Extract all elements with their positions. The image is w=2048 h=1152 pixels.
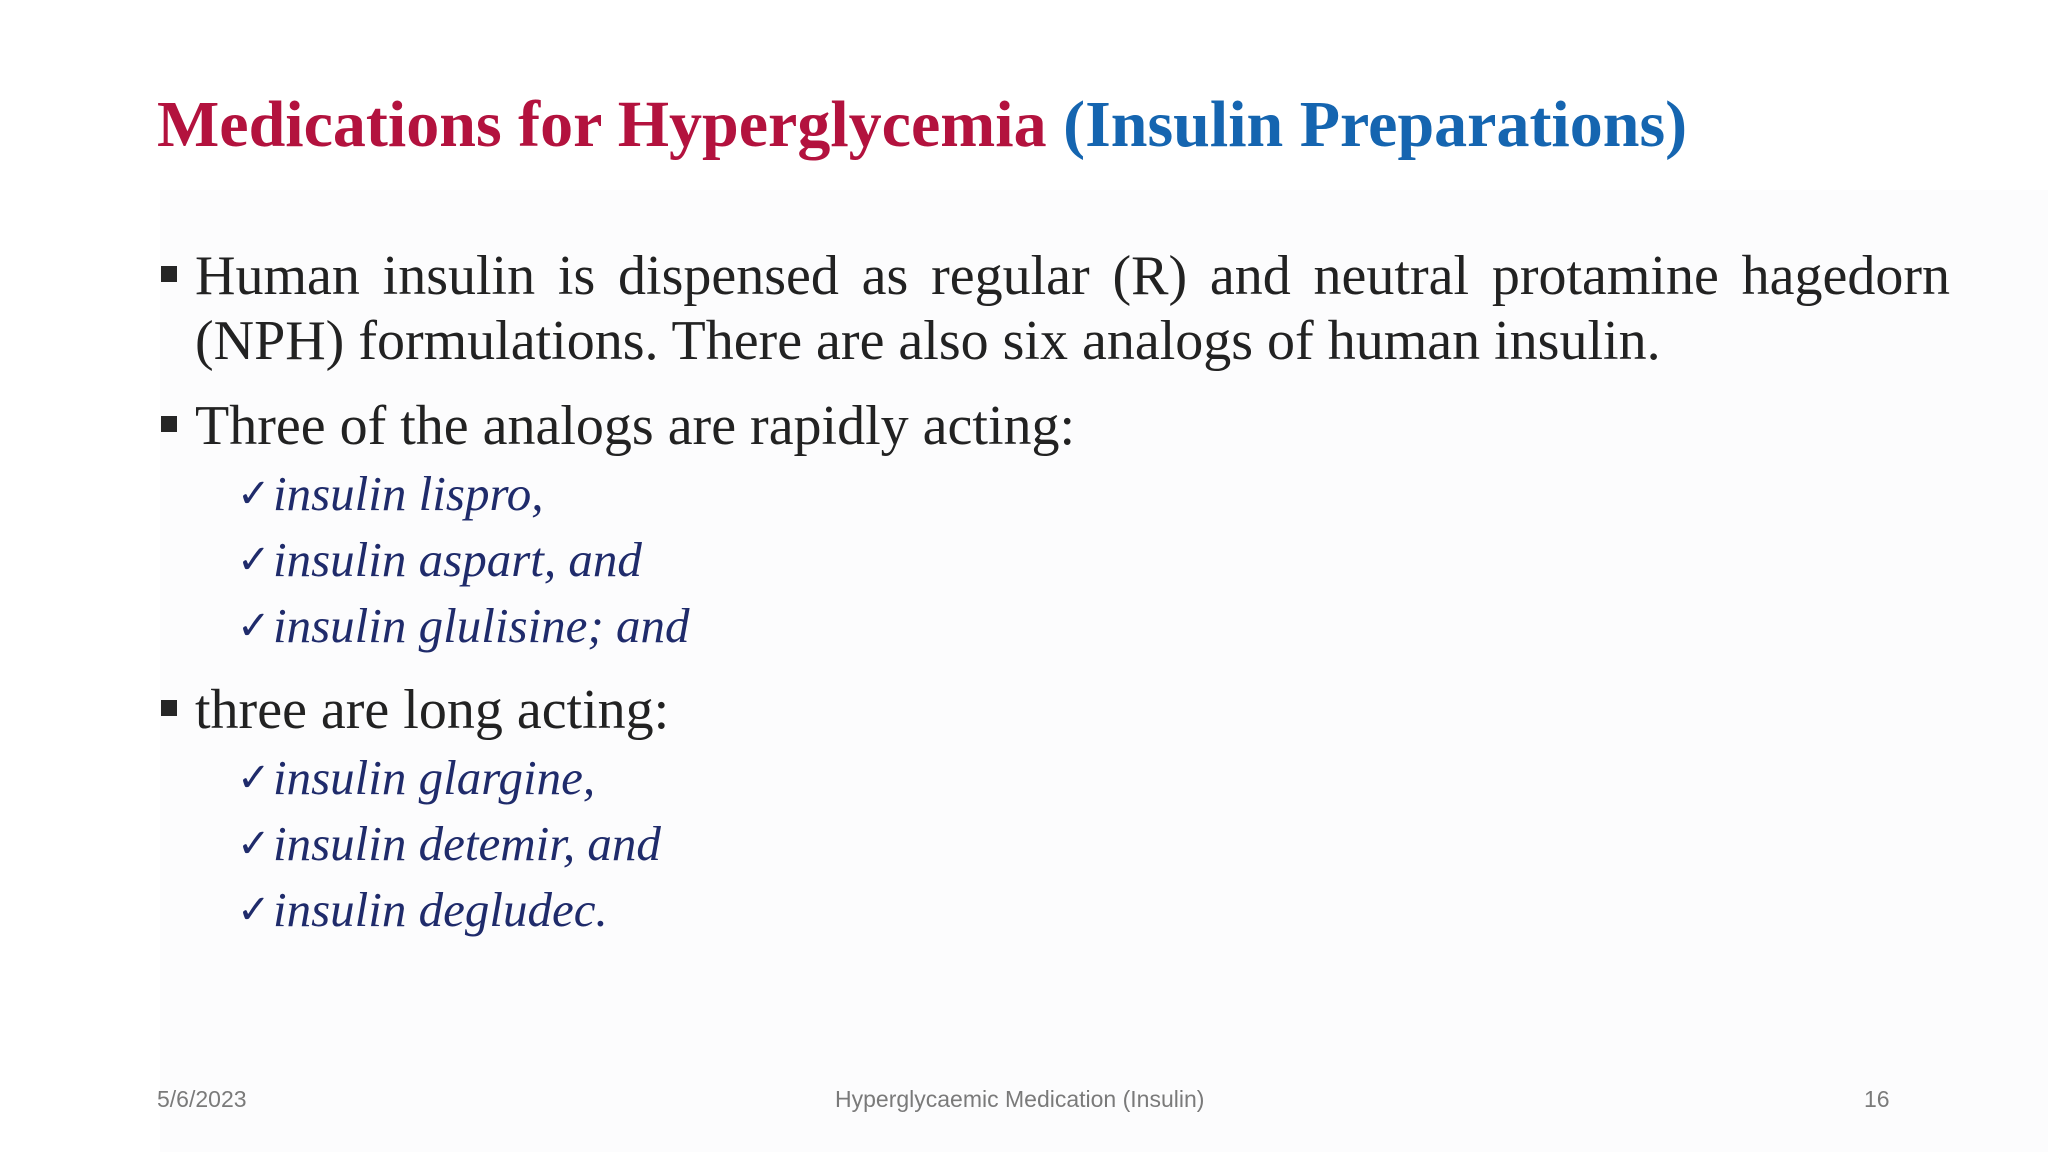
page-number: 16 [1864, 1086, 1890, 1112]
square-bullet-icon [161, 266, 177, 282]
title-subtitle: (Insulin Preparations) [1063, 88, 1688, 161]
list-item-text: insulin lispro, [273, 466, 544, 521]
list-item [237, 811, 1950, 877]
footer-date: 5/6/2023 [157, 1086, 247, 1112]
list-item [237, 461, 1950, 527]
checkmark-icon: ✓ [237, 821, 271, 867]
list-item-text: insulin glargine, [273, 750, 596, 805]
square-bullet-icon [161, 416, 177, 432]
bullet-text: Three of the analogs are rapidly acting: [195, 395, 1076, 457]
list-item-text: insulin glulisine; and [273, 598, 690, 653]
list-item [237, 745, 1950, 811]
checkmark-icon: ✓ [237, 755, 271, 801]
slide-title [157, 84, 1687, 166]
list-item-text: insulin degludec. [273, 882, 608, 937]
list-item [237, 593, 1950, 659]
footer-title: Hyperglycaemic Medication (Insulin) [835, 1086, 1205, 1112]
slide-content [157, 244, 1950, 943]
checkmark-icon: ✓ [237, 537, 271, 583]
square-bullet-icon [161, 700, 177, 716]
checkmark-icon: ✓ [237, 471, 271, 517]
checkmark-icon: ✓ [237, 603, 271, 649]
checkmark-icon: ✓ [237, 887, 271, 933]
title-main: Medications for Hyperglycemia [157, 88, 1047, 161]
list-item-text: insulin detemir, and [273, 816, 661, 871]
bullet-text: Human insulin is dispensed as regular (R) and neutral protamine hagedorn (NPH) formulations. There are also six analogs of human insulin. [195, 245, 1950, 372]
list-item-text: insulin aspart, and [273, 532, 642, 587]
bullet-item [157, 394, 1950, 459]
rapid-acting-list [237, 461, 1950, 659]
bullet-item [157, 244, 1950, 374]
bullet-text: three are long acting: [195, 679, 670, 741]
bullet-item [157, 678, 1950, 743]
list-item [237, 877, 1950, 943]
list-item [237, 527, 1950, 593]
long-acting-list [237, 745, 1950, 943]
